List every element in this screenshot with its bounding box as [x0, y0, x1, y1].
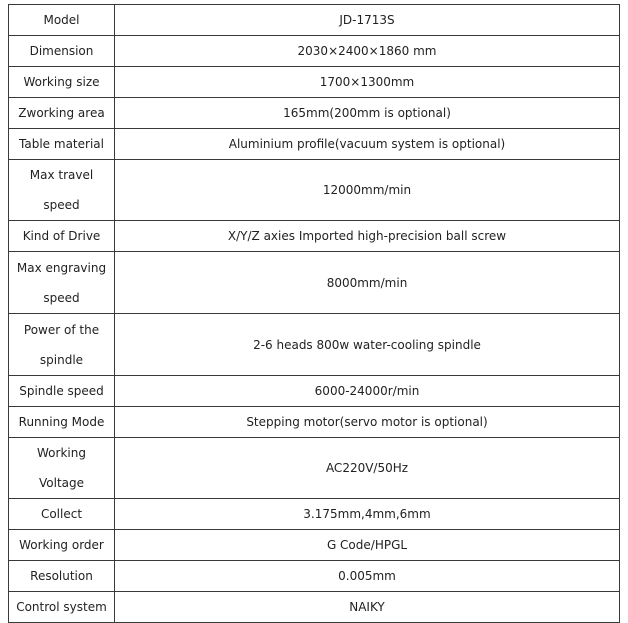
spec-label: Running Mode: [9, 407, 115, 438]
spec-label: Control system: [9, 592, 115, 623]
spec-label: Model: [9, 5, 115, 36]
table-row: [9, 438, 620, 499]
table-row: [9, 499, 620, 530]
table-row: [9, 221, 620, 252]
table-row: [9, 376, 620, 407]
spec-value: 0.005mm: [115, 561, 620, 592]
spec-value: 1700×1300mm: [115, 67, 620, 98]
spec-label: Working order: [9, 530, 115, 561]
spec-value: 165mm(200mm is optional): [115, 98, 620, 129]
spec-value: 2030×2400×1860 mm: [115, 36, 620, 67]
spec-label: Power of the spindle: [9, 314, 115, 376]
spec-value: JD-1713S: [115, 5, 620, 36]
table-row: [9, 252, 620, 314]
table-row: [9, 5, 620, 36]
spec-value: 6000-24000r/min: [115, 376, 620, 407]
table-row: [9, 36, 620, 67]
table-row: [9, 160, 620, 221]
spec-value: X/Y/Z axies Imported high-precision ball screw: [115, 221, 620, 252]
spec-value: Stepping motor(servo motor is optional): [115, 407, 620, 438]
table-row: [9, 129, 620, 160]
table-row: [9, 98, 620, 129]
spec-value: 12000mm/min: [115, 160, 620, 221]
spec-label: Dimension: [9, 36, 115, 67]
spec-value: Aluminium profile(vacuum system is optional): [115, 129, 620, 160]
table-row: [9, 314, 620, 376]
spec-table: [8, 4, 620, 623]
spec-label: Max travel speed: [9, 160, 115, 221]
spec-label: Resolution: [9, 561, 115, 592]
spec-label: Max engraving speed: [9, 252, 115, 314]
spec-value: 2-6 heads 800w water-cooling spindle: [115, 314, 620, 376]
spec-label: Table material: [9, 129, 115, 160]
spec-label: Zworking area: [9, 98, 115, 129]
table-row: [9, 407, 620, 438]
spec-label: Kind of Drive: [9, 221, 115, 252]
spec-label: Working Voltage: [9, 438, 115, 499]
table-row: [9, 67, 620, 98]
spec-label: Working size: [9, 67, 115, 98]
spec-label: Collect: [9, 499, 115, 530]
spec-value: 8000mm/min: [115, 252, 620, 314]
table-row: [9, 592, 620, 623]
spec-value: AC220V/50Hz: [115, 438, 620, 499]
table-row: [9, 561, 620, 592]
table-row: [9, 530, 620, 561]
spec-label: Spindle speed: [9, 376, 115, 407]
spec-value: NAIKY: [115, 592, 620, 623]
spec-value: 3.175mm,4mm,6mm: [115, 499, 620, 530]
spec-value: G Code/HPGL: [115, 530, 620, 561]
